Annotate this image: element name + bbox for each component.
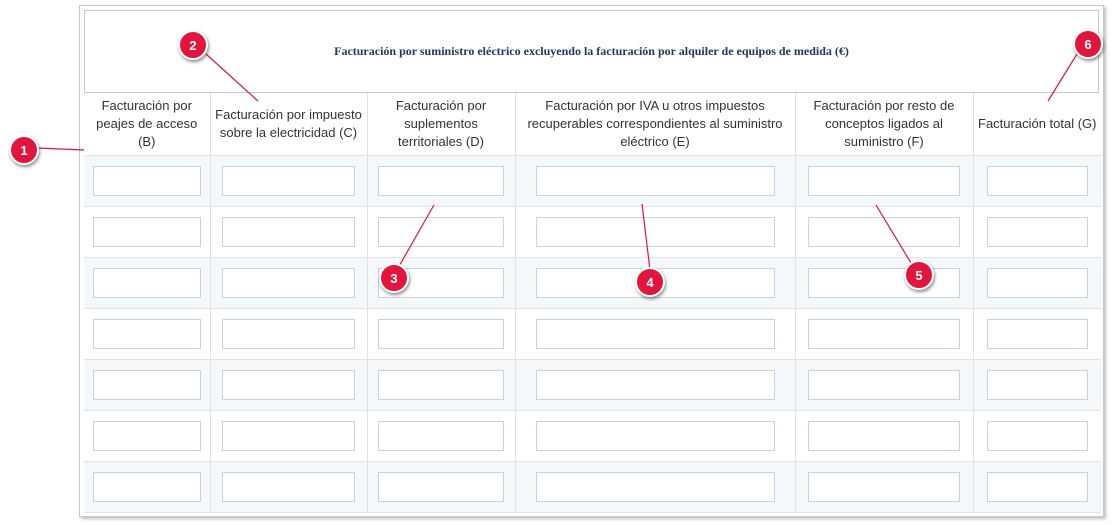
total-input[interactable]: [987, 268, 1088, 298]
cell: [367, 309, 515, 360]
impuesto-input[interactable]: [222, 472, 355, 502]
resto-input[interactable]: [808, 166, 960, 196]
resto-input[interactable]: [808, 472, 960, 502]
cell: [84, 411, 210, 462]
suplementos-input[interactable]: [378, 472, 504, 502]
cell: [973, 309, 1101, 360]
iva-input[interactable]: [536, 166, 775, 196]
cell: [210, 207, 367, 258]
cell: [84, 309, 210, 360]
cell: [973, 360, 1101, 411]
cell: [367, 411, 515, 462]
impuesto-input[interactable]: [222, 319, 355, 349]
suplementos-input[interactable]: [378, 370, 504, 400]
cell: [84, 156, 210, 207]
peajes-input[interactable]: [93, 268, 201, 298]
cell: [84, 462, 210, 513]
cell: [973, 207, 1101, 258]
cell: [210, 411, 367, 462]
peajes-input[interactable]: [93, 217, 201, 247]
cell: [795, 309, 973, 360]
cell: [210, 156, 367, 207]
cell: [795, 411, 973, 462]
impuesto-input[interactable]: [222, 421, 355, 451]
impuesto-input[interactable]: [222, 370, 355, 400]
cell: [973, 156, 1101, 207]
total-input[interactable]: [987, 166, 1088, 196]
cell: [367, 207, 515, 258]
cell: [515, 207, 795, 258]
resto-input[interactable]: [808, 370, 960, 400]
total-input[interactable]: [987, 370, 1088, 400]
header-impuesto-electricidad: Facturación por impuesto sobre la electricidad (C): [210, 93, 367, 156]
resto-input[interactable]: [808, 217, 960, 247]
suplementos-input[interactable]: [378, 421, 504, 451]
cell: [210, 258, 367, 309]
suplementos-input[interactable]: [378, 319, 504, 349]
suplementos-input[interactable]: [378, 217, 504, 247]
cell: [515, 462, 795, 513]
iva-input[interactable]: [536, 217, 775, 247]
callout-badge-4: 4: [635, 267, 665, 297]
total-input[interactable]: [987, 319, 1088, 349]
peajes-input[interactable]: [93, 370, 201, 400]
cell: [84, 207, 210, 258]
table-row: [84, 411, 1101, 462]
cell: [795, 258, 973, 309]
table-row: [84, 156, 1101, 207]
impuesto-input[interactable]: [222, 217, 355, 247]
billing-grid: [84, 93, 1101, 513]
peajes-input[interactable]: [93, 166, 201, 196]
table-title-box: [84, 10, 1099, 93]
callout-badge-6: 6: [1073, 29, 1103, 59]
header-resto-conceptos: Facturación por resto de conceptos ligados al suministro (F): [795, 93, 973, 156]
billing-table-panel: [79, 5, 1104, 517]
header-row: [84, 93, 1101, 156]
cell: [515, 411, 795, 462]
iva-input[interactable]: [536, 370, 775, 400]
table-row: [84, 309, 1101, 360]
cell: [795, 360, 973, 411]
cell: [367, 360, 515, 411]
cell: [210, 309, 367, 360]
peajes-input[interactable]: [93, 472, 201, 502]
resto-input[interactable]: [808, 421, 960, 451]
peajes-input[interactable]: [93, 319, 201, 349]
cell: [515, 156, 795, 207]
cell: [210, 360, 367, 411]
impuesto-input[interactable]: [222, 166, 355, 196]
header-facturacion-total: Facturación total (G): [973, 93, 1101, 156]
header-peajes-acceso: Facturación por peajes de acceso (B): [84, 93, 210, 156]
total-input[interactable]: [987, 421, 1088, 451]
cell: [515, 360, 795, 411]
callout-badge-2: 2: [178, 30, 208, 60]
iva-input[interactable]: [536, 319, 775, 349]
cell: [973, 258, 1101, 309]
resto-input[interactable]: [808, 268, 960, 298]
cell: [84, 360, 210, 411]
suplementos-input[interactable]: [378, 166, 504, 196]
cell: [367, 462, 515, 513]
cell: [515, 309, 795, 360]
table-row: [84, 360, 1101, 411]
cell: [84, 258, 210, 309]
callout-badge-1: 1: [9, 135, 39, 165]
cell: [973, 411, 1101, 462]
cell: [210, 462, 367, 513]
callout-badge-3: 3: [379, 263, 409, 293]
leader-line-1: [37, 148, 84, 150]
table-row: [84, 462, 1101, 513]
resto-input[interactable]: [808, 319, 960, 349]
total-input[interactable]: [987, 472, 1088, 502]
header-suplementos-territoriales: Facturación por suplementos territoriales (D): [367, 93, 515, 156]
impuesto-input[interactable]: [222, 268, 355, 298]
cell: [795, 207, 973, 258]
callout-badge-5: 5: [904, 260, 934, 290]
table-row: [84, 207, 1101, 258]
total-input[interactable]: [987, 217, 1088, 247]
iva-input[interactable]: [536, 472, 775, 502]
peajes-input[interactable]: [93, 421, 201, 451]
cell: [973, 462, 1101, 513]
cell: [795, 462, 973, 513]
table-title: Facturación por suministro eléctrico excluyendo la facturación por alquiler de equipos de medida (€): [334, 44, 849, 58]
header-iva-impuestos: Facturación por IVA u otros impuestos recuperables correspondientes al suministro eléctrico (E): [515, 93, 795, 156]
cell: [367, 156, 515, 207]
iva-input[interactable]: [536, 421, 775, 451]
table-row: [84, 258, 1101, 309]
cell: [795, 156, 973, 207]
